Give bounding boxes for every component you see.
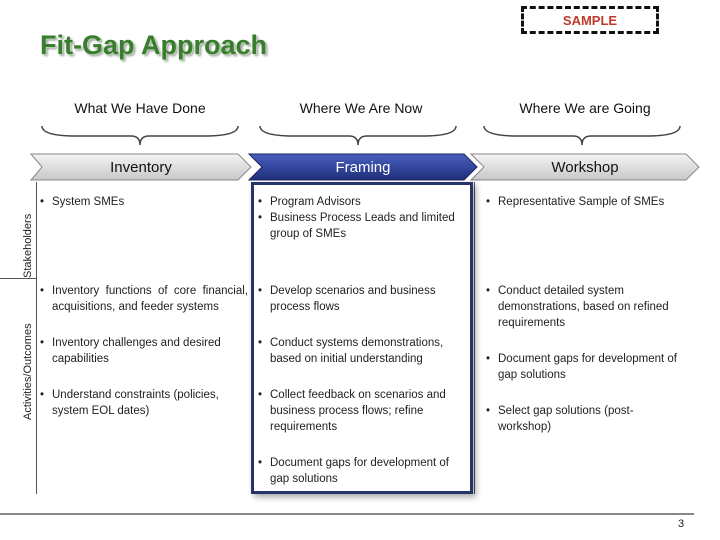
list-item: • Document gaps for development of gap solutions xyxy=(484,351,680,383)
list-item: • Select gap solutions (post-workshop) xyxy=(484,403,680,435)
list-item: • Inventory challenges and desired capabilities xyxy=(38,335,248,367)
stakeholders-now xyxy=(256,194,470,242)
column-heading-going: Where We are Going xyxy=(519,100,651,116)
list-item: • Document gaps for development of gap solutions xyxy=(256,455,470,487)
activities-going xyxy=(484,283,680,435)
list-item: • Collect feedback on scenarios and business process flows; refine requirements xyxy=(256,387,470,435)
list-item: • Conduct detailed system demonstrations, based on refined requirements xyxy=(484,283,680,331)
chevron-workshop xyxy=(470,153,700,181)
column-heading-now: Where We Are Now xyxy=(299,100,423,116)
row-label-activities: Activities/Outcomes xyxy=(22,323,34,420)
chevron-framing xyxy=(248,153,478,181)
activities-now xyxy=(256,283,470,487)
footer-divider xyxy=(0,513,694,515)
column-divider xyxy=(474,182,475,494)
row-label-stakeholders: Stakeholders xyxy=(22,213,34,278)
stage-label: Workshop xyxy=(551,158,619,176)
list-item: • Conduct systems demonstrations, based on initial understanding xyxy=(256,335,470,367)
sample-badge: SAMPLE xyxy=(521,6,659,34)
list-item: • Inventory functions of core financial, acquisitions, and feeder systems xyxy=(38,283,248,315)
left-border xyxy=(36,182,37,494)
list-item: • Representative Sample of SMEs xyxy=(484,194,680,210)
column-heading-done: What We Have Done xyxy=(74,100,206,116)
chevron-inventory xyxy=(30,153,252,181)
braces xyxy=(36,124,694,148)
stakeholders-going xyxy=(484,194,680,210)
list-item: • System SMEs xyxy=(38,194,244,210)
stakeholders-done xyxy=(38,194,244,210)
row-divider xyxy=(0,278,36,279)
list-item: • Business Process Leads and limited group of SMEs xyxy=(256,210,470,242)
list-item: • Understand constraints (policies, system EOL dates) xyxy=(38,387,248,419)
activities-done xyxy=(38,283,248,419)
stage-label: Framing xyxy=(335,158,391,176)
stage-label: Inventory xyxy=(110,158,172,176)
page-title: Fit-Gap Approach xyxy=(40,30,267,60)
list-item: • Develop scenarios and business process flows xyxy=(256,283,470,315)
page-number: 3 xyxy=(678,518,685,530)
list-item: • Program Advisors xyxy=(256,194,470,210)
